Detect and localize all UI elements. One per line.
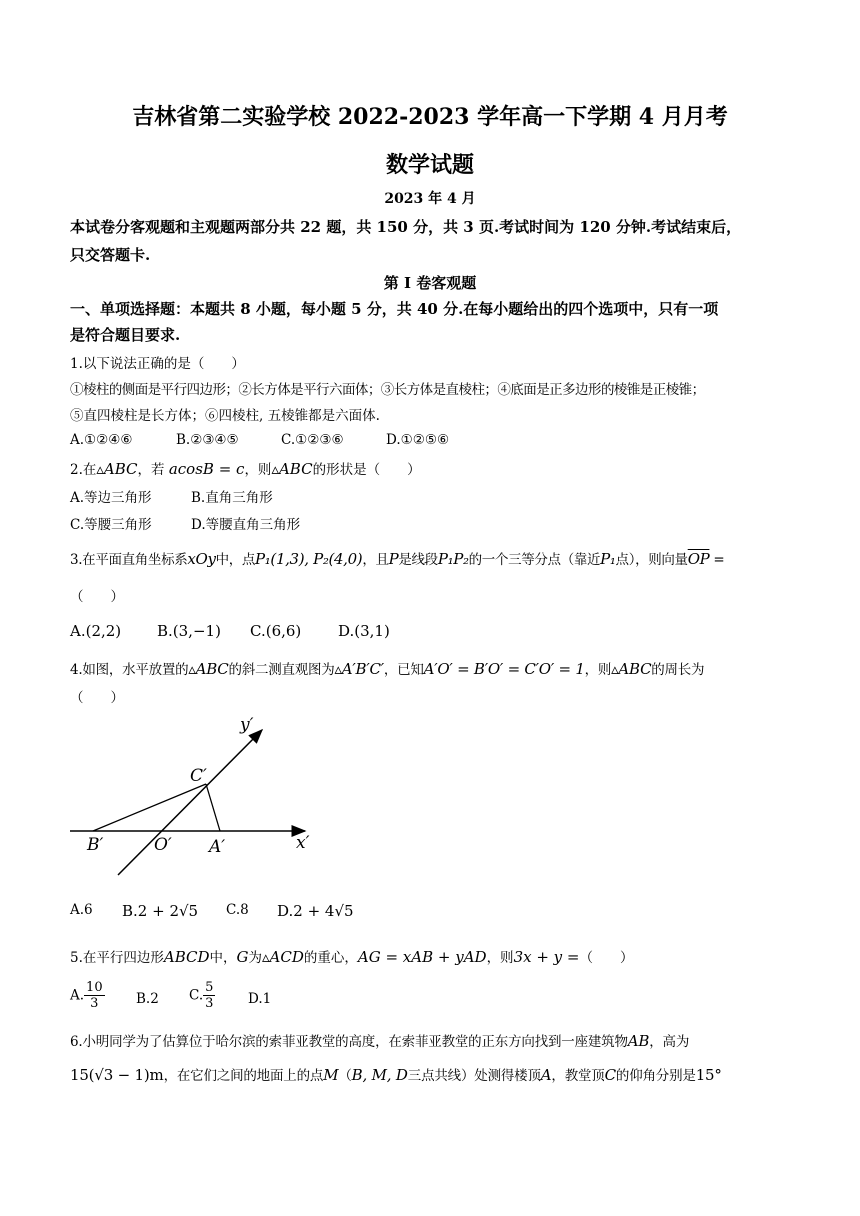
intro-line-2: 只交答题卡. — [70, 246, 151, 264]
q2-triangle-2: ▵ABC — [271, 460, 313, 478]
q3-option-d: D.(3,1) — [338, 622, 390, 640]
q2-option-b: B.直角三角形 — [191, 490, 273, 506]
label-b: B′ — [87, 835, 104, 855]
q3-system: xOy — [187, 550, 216, 568]
q5-option-a-denominator: 3 — [90, 996, 99, 1011]
q2-triangle: ▵ABC — [96, 460, 138, 478]
q3-point-p1: P₁ — [600, 550, 616, 568]
q6-text-6: ，教堂顶 — [551, 1068, 605, 1084]
q5-text-mid: 中， — [209, 950, 237, 966]
q3-text-mid: 中，点 — [215, 552, 256, 568]
q6-height: 15(√3 − 1)m — [70, 1066, 164, 1084]
q5-option-c-numerator: 5 — [205, 980, 214, 995]
q5-option-a-fraction — [84, 980, 105, 1011]
q3-text-pre: 3.在平面直角坐标系 — [70, 552, 188, 568]
q4-option-a: A.6 — [70, 902, 93, 918]
q4-text-pre: 4.如图，水平放置的 — [70, 662, 189, 678]
q1-option-b: B.②③④⑤ — [176, 432, 239, 448]
y-axis-label: y′ — [240, 715, 254, 735]
q3-option-c: C.(6,6) — [250, 622, 302, 640]
q4-triangle-2: ▵A′B′C′ — [334, 660, 384, 678]
q5-option-c-fraction — [203, 980, 215, 1011]
q4-paren: （ ） — [70, 690, 124, 706]
q6-building-ab: AB — [627, 1032, 650, 1050]
q1-statements-1: ①棱柱的侧面是平行四边形；②长方体是平行六面体；③长方体是直棱柱；④底面是正多边形的棱锥是正棱锥； — [70, 382, 705, 398]
q6-text-4: （ — [338, 1068, 352, 1084]
label-c: C′ — [190, 766, 207, 786]
section-heading: 第 I 卷客观题 — [383, 274, 477, 292]
exam-title: 吉林省第二实验学校 2022-2023 学年高一下学期 4 月月考 — [132, 104, 728, 130]
q2-option-a: A.等边三角形 — [70, 490, 152, 506]
intro-line-1: 本试卷分客观题和主观题两部分共 22 题，共 150 分，共 3 页.考试时间为 120 分钟.考试结束后， — [70, 218, 742, 236]
q6-line-1 — [70, 1030, 689, 1050]
q5-option-a-prefix: A. — [70, 987, 85, 1004]
q4-text-mid2: ，已知 — [383, 662, 424, 678]
label-a: A′ — [209, 837, 226, 857]
q3-text-mid3: 是线段 — [398, 552, 438, 568]
q6-text-7: 的仰角分别是 — [615, 1068, 696, 1084]
q3-text-mid4: 的一个三等分点（靠近 — [468, 552, 601, 568]
q5-option-b: B.2 — [136, 991, 159, 1007]
q4-text-post: 的周长为 — [651, 662, 705, 678]
q4-oblique-figure — [60, 700, 340, 885]
q3-vector: $\overline{OP}$ — [687, 550, 710, 568]
q5-point-g: G — [236, 948, 249, 966]
q4-text-mid: 的斜二测直观图为 — [228, 662, 335, 678]
q6-text-1: 6.小明同学为了估算位于哈尔滨的索菲亚教堂的高度，在索菲亚教堂的正东方向找到一座建筑物 — [70, 1034, 628, 1050]
label-o: O′ — [154, 835, 172, 855]
q5-option-d: D.1 — [248, 991, 272, 1007]
q2-option-d: D.等腰直角三角形 — [191, 517, 301, 533]
q5-triangle: ▵ACD — [262, 948, 304, 966]
q5-option-c-denominator: 3 — [205, 996, 214, 1011]
q6-angle: 15° — [695, 1066, 722, 1084]
q4-stem — [70, 658, 704, 678]
q5-option-c-prefix: C. — [189, 987, 204, 1004]
q3-stem — [70, 548, 724, 568]
q4-text-mid3: ，则 — [584, 662, 612, 678]
q2-condition: acosB = c — [168, 460, 245, 478]
q6-point-m: M — [323, 1066, 339, 1084]
q5-parallelogram: ABCD — [163, 948, 210, 966]
q4-triangle: ▵ABC — [188, 660, 229, 678]
q6-point-c: C — [604, 1066, 616, 1084]
q3-segment: P₁P₂ — [437, 550, 469, 568]
q2-text-mid: ，若 — [137, 462, 169, 478]
exam-subject: 数学试题 — [385, 152, 474, 178]
q3-text-mid2: ，且 — [362, 552, 389, 568]
section-instruction-1: 一、单项选择题：本题共 8 小题，每小题 5 分，共 40 分.在每小题给出的四个选项中，只有一项 — [70, 300, 719, 318]
q4-triangle-3: ▵ABC — [611, 660, 652, 678]
q5-text-mid3: 的重心， — [303, 950, 358, 966]
q4-option-b: B.2 + 2√5 — [122, 902, 199, 920]
q6-line-2 — [70, 1064, 722, 1084]
q2-text-post: 的形状是（ ） — [312, 462, 421, 478]
q5-text-mid4: ，则 — [486, 950, 514, 966]
q5-option-c — [189, 980, 215, 1011]
q6-text-2: ，高为 — [649, 1034, 690, 1050]
y-axis — [118, 730, 262, 875]
q1-statements-2: ⑤直四棱柱是长方体；⑥四棱柱, 五棱锥都是六面体. — [70, 408, 380, 424]
q4-option-c: C.8 — [226, 902, 249, 918]
q5-expression: 3x + y = — [513, 948, 580, 966]
q4-option-d: D.2 + 4√5 — [277, 902, 354, 920]
q3-text-mid5: 点），则向量 — [615, 552, 688, 568]
q2-stem — [70, 458, 421, 478]
q5-text-post: （ ） — [579, 950, 634, 966]
q6-point-a: A — [540, 1066, 552, 1084]
q5-vector-equation: AG = xAB + yAD — [357, 948, 487, 966]
q5-option-a — [70, 980, 105, 1011]
edge-c-a — [206, 784, 220, 831]
q6-collinear-points: B, M, D — [351, 1066, 408, 1084]
q1-option-c: C.①②③⑥ — [281, 432, 344, 448]
q2-text-pre: 2.在 — [70, 462, 97, 478]
q2-text-mid2: ，则 — [244, 462, 272, 478]
q5-text-pre: 5.在平行四边形 — [70, 950, 164, 966]
q3-option-a: A.(2,2) — [70, 622, 122, 640]
q1-option-d: D.①②⑤⑥ — [386, 432, 450, 448]
q5-option-a-numerator: 10 — [86, 980, 103, 995]
exam-date: 2023 年 4 月 — [384, 191, 476, 207]
q3-option-b: B.(3,−1) — [157, 622, 221, 640]
x-axis-label: x′ — [296, 833, 310, 853]
q3-point-p: P — [388, 550, 399, 568]
q2-option-c: C.等腰三角形 — [70, 517, 152, 533]
q4-condition: A′O′ = B′O′ = C′O′ = 1 — [423, 660, 585, 678]
q3-paren: （ ） — [70, 589, 124, 605]
q1-stem: 1.以下说法正确的是（ ） — [70, 356, 245, 372]
section-instruction-2: 是符合题目要求. — [70, 326, 181, 344]
q3-equals: = — [709, 552, 725, 568]
q6-text-5: 三点共线）处测得楼顶 — [407, 1068, 541, 1084]
q5-text-mid2: 为 — [248, 950, 263, 966]
edge-b-c — [93, 784, 206, 831]
q6-text-3: ，在它们之间的地面上的点 — [163, 1068, 324, 1084]
q3-points: P₁(1,3), P₂(4,0) — [255, 550, 363, 568]
q1-option-a: A.①②④⑥ — [70, 432, 133, 448]
q5-stem — [70, 946, 633, 966]
